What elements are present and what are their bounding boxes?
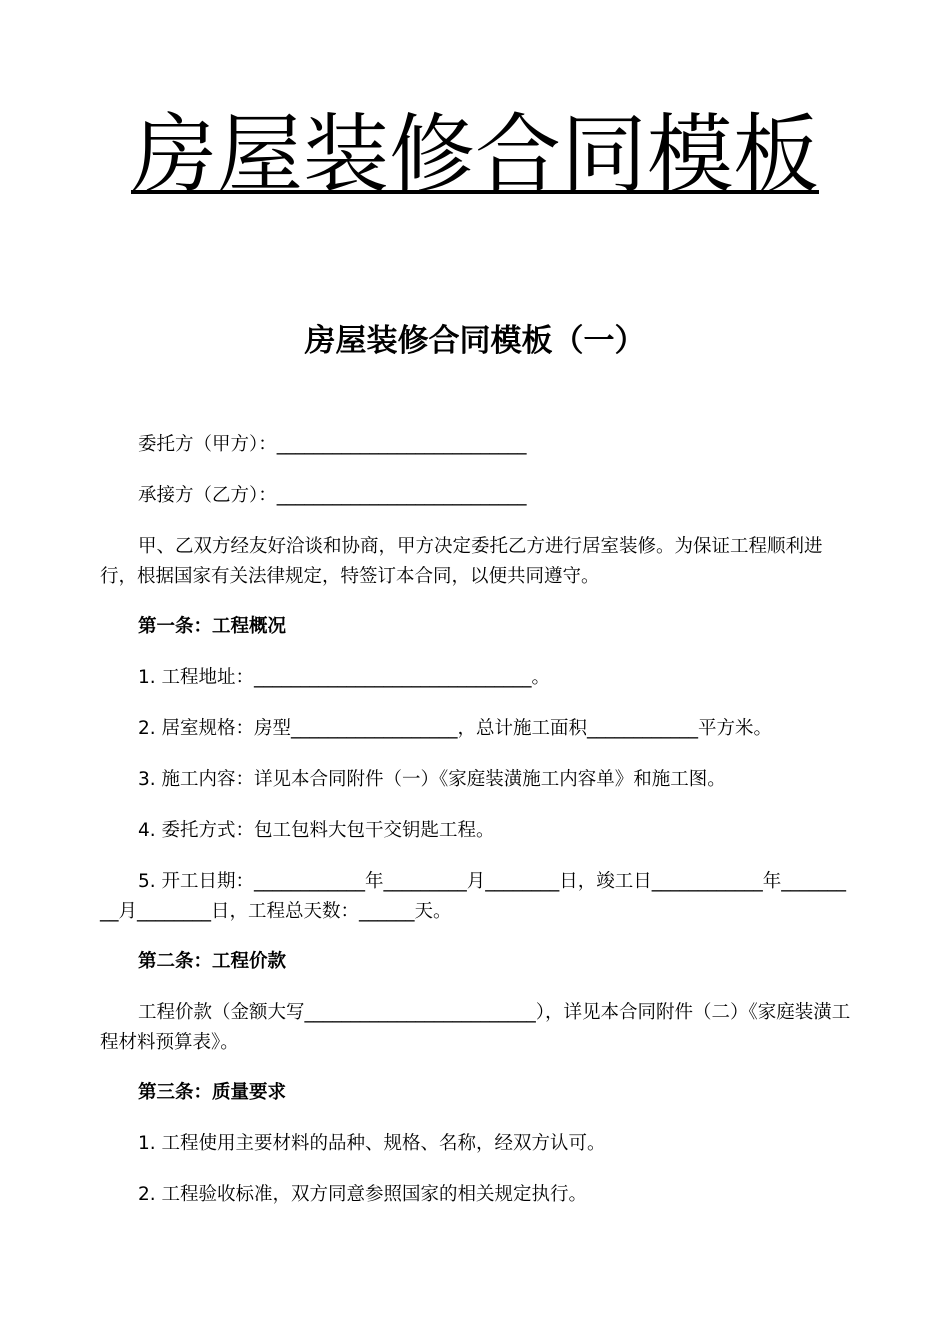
- clause-1-3: 3. 施工内容：详见本合同附件（一）《家庭装潢施工内容单》和施工图。: [138, 769, 726, 790]
- clause-1-1: 1. 工程地址：______________________________。: [138, 667, 551, 688]
- clause-3-1: 1. 工程使用主要材料的品种、规格、名称，经双方认可。: [138, 1133, 606, 1154]
- article-3-heading: 第三条：质量要求: [138, 1082, 287, 1103]
- article-2-heading: 第二条：工程价款: [138, 951, 287, 972]
- preamble-paragraph: 甲、乙双方经友好洽谈和协商，甲方决定委托乙方进行居室装修。为保证工程顺利进行，根据国家有关法律规定，特签订本合同，以便共同遵守。: [100, 536, 823, 587]
- clause-1-5: 5. 开工日期：____________年_________月________日，竣工日____________年_________月________日，工程总天数：______天。: [100, 871, 847, 922]
- contract-subtitle: 房屋装修合同模板（一）: [304, 323, 646, 359]
- main-title-text: 房屋装修合同模板: [131, 105, 819, 205]
- party-b-line: 承接方（乙方）：___________________________: [138, 485, 527, 506]
- clause-3-2: 2. 工程验收标准，双方同意参照国家的相关规定执行。: [138, 1184, 588, 1205]
- document-main-title: [0, 100, 950, 210]
- price-paragraph: 工程价款（金额大写_________________________），详见本合同附件（二）《家庭装潢工程材料预算表》。: [100, 1002, 851, 1053]
- clause-1-2: 2. 居室规格：房型__________________，总计施工面积____________平方米。: [138, 718, 773, 739]
- clause-1-4: 4. 委托方式：包工包料大包干交钥匙工程。: [138, 820, 495, 841]
- article-1-heading: 第一条：工程概况: [138, 616, 287, 637]
- party-a-line: 委托方（甲方）：___________________________: [138, 434, 527, 455]
